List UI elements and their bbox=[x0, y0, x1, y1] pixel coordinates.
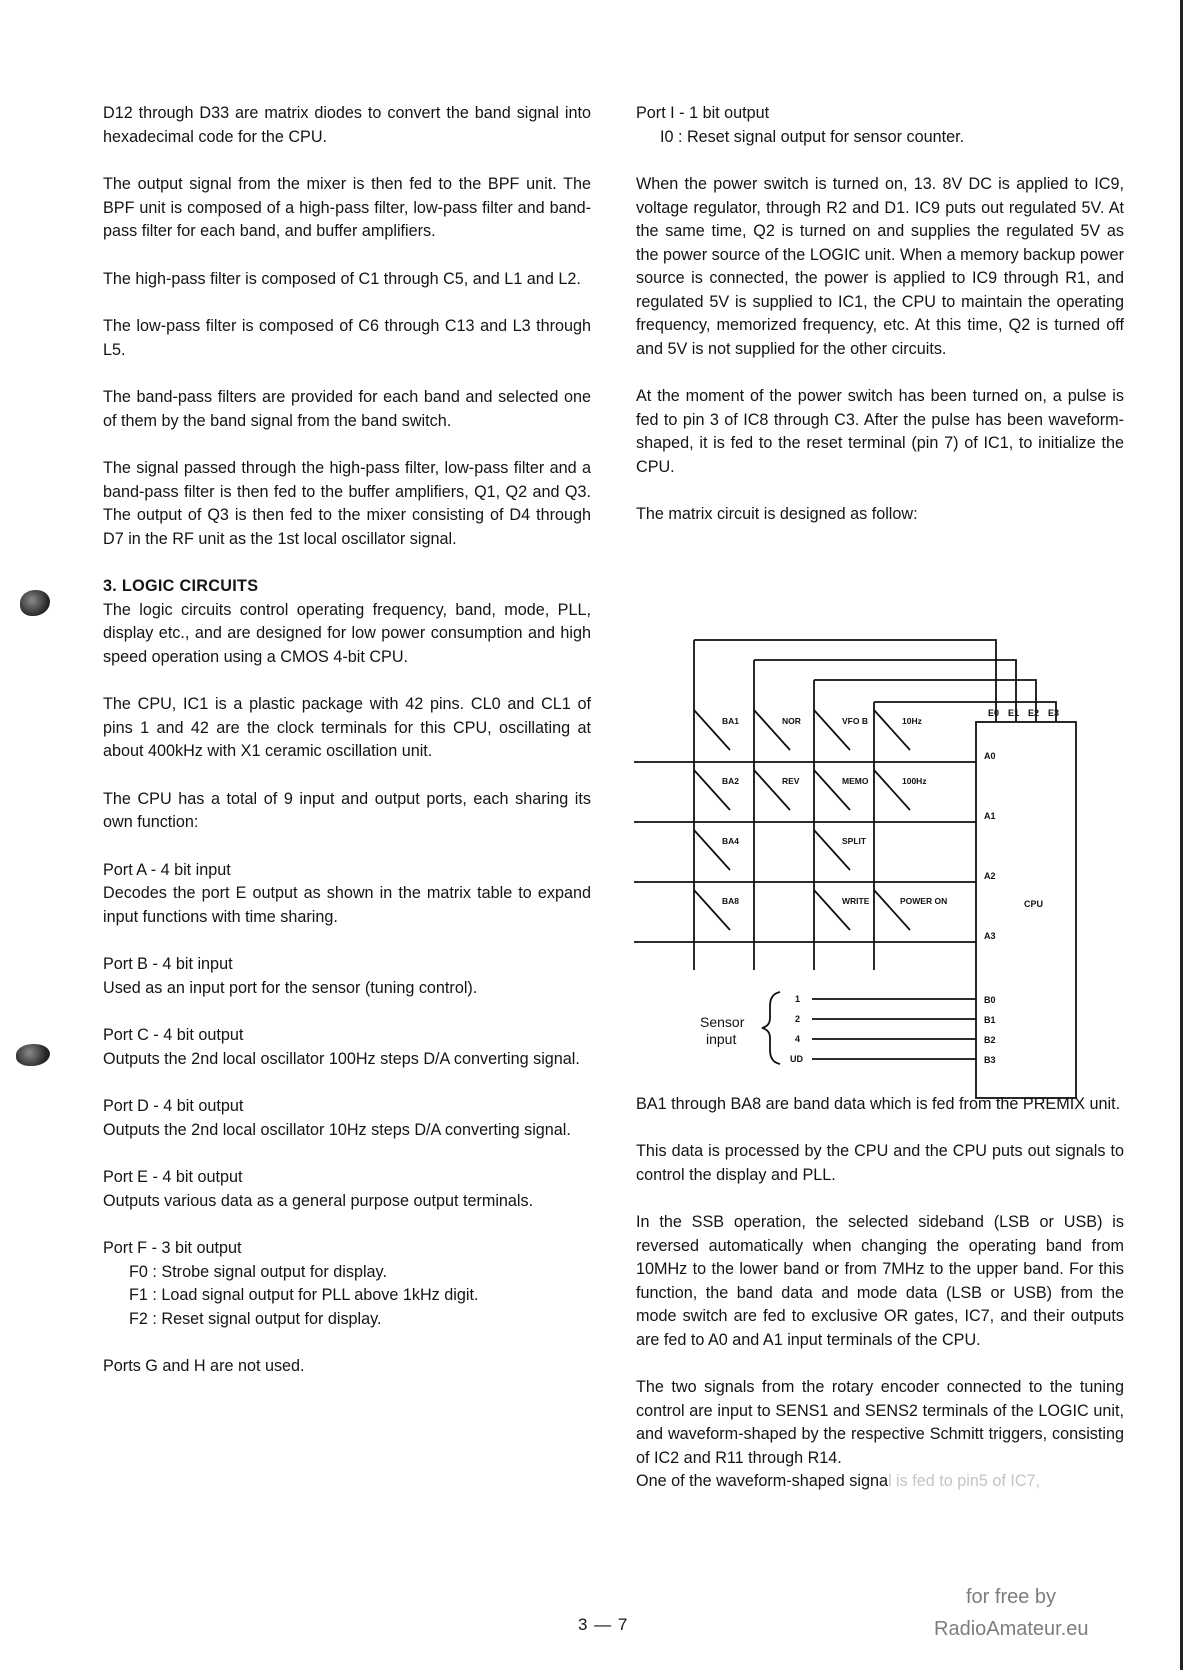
e-pin-label: E0 bbox=[988, 708, 1000, 718]
left-column bbox=[103, 102, 591, 1403]
paragraph: The CPU has a total of 9 input and output ports, each sharing its own function: bbox=[103, 789, 591, 831]
matrix-cell-label: MEMO bbox=[842, 776, 869, 786]
port-title: Port D - 4 bit output bbox=[103, 1097, 244, 1115]
port-line: F0 : Strobe signal output for display. bbox=[129, 1262, 387, 1281]
paragraph: The logic circuits control operating frequency, band, mode, PLL, display etc., and are designed for low power consumption and high speed operation using a CMOS 4-bit CPU. bbox=[103, 600, 591, 666]
paragraph: In the SSB operation, the selected sideband (LSB or USB) is reversed automatically when changing the operating band from 10MHz to the lower band or from 7MHz to the upper band. For this function, the band data and mode data (LSB or USB) from the mode switch are fed to exclusive OR gates, IC7, and their outputs are fed to A0 and A1 input terminals of the CPU. bbox=[636, 1213, 1124, 1349]
faded-text: l is fed to pin5 of IC7, bbox=[887, 1472, 1041, 1490]
matrix-cell-label: NOR bbox=[782, 716, 801, 726]
page-number: 3 — 7 bbox=[578, 1615, 629, 1634]
sensor-input-label: Sensor bbox=[700, 1014, 745, 1030]
port-title: Port C - 4 bit output bbox=[103, 1026, 244, 1044]
paragraph-text: One of the waveform-shaped signa bbox=[636, 1472, 888, 1490]
b-pin-label: B2 bbox=[984, 1035, 996, 1045]
e-pin-label: E2 bbox=[1028, 708, 1040, 718]
port-description: Outputs the 2nd local oscillator 10Hz steps D/A converting signal. bbox=[103, 1120, 571, 1139]
sensor-line-label: 4 bbox=[795, 1034, 801, 1044]
paragraph: The two signals from the rotary encoder connected to the tuning control are input to SENS1 and SENS2 terminals of the LOGIC unit, and waveform-shaped by the respective Schmitt triggers, consisting of IC2 and R11 through R14. bbox=[636, 1378, 1124, 1467]
a-pin-label: A2 bbox=[984, 871, 996, 881]
e-pin-label: E3 bbox=[1048, 708, 1060, 718]
a-pin-label: A0 bbox=[984, 751, 996, 761]
port-title: Port B - 4 bit input bbox=[103, 955, 233, 973]
scan-blot bbox=[20, 590, 50, 616]
paragraph: The signal passed through the high-pass filter, low-pass filter and a band-pass filter is then fed to the buffer amplifiers, Q1, Q2 and Q3. The output of Q3 is then fed to the mixer consisting of D4 through D7 in the RF unit as the 1st local oscillator signal. bbox=[103, 459, 591, 548]
sensor-line-label: UD bbox=[790, 1054, 803, 1064]
matrix-cell-label: VFO B bbox=[842, 716, 868, 726]
matrix-cell-label: 10Hz bbox=[902, 716, 922, 726]
cpu-label: CPU bbox=[1024, 899, 1044, 909]
paragraph: This data is processed by the CPU and the CPU puts out signals to control the display and PLL. bbox=[636, 1142, 1124, 1184]
port-title: Port F - 3 bit output bbox=[103, 1239, 242, 1257]
port-description: Outputs various data as a general purpose output terminals. bbox=[103, 1191, 534, 1210]
b-pin-label: B3 bbox=[984, 1055, 996, 1065]
port-line: F1 : Load signal output for PLL above 1kHz digit. bbox=[129, 1286, 479, 1304]
matrix-circuit-diagram bbox=[630, 630, 1090, 1110]
port-title: Port I - 1 bit output bbox=[636, 104, 770, 122]
matrix-cell-label: WRITE bbox=[842, 896, 870, 906]
a-pin-label: A1 bbox=[984, 811, 996, 821]
port-line: F2 : Reset signal output for display. bbox=[129, 1309, 382, 1328]
matrix-cell-label: BA2 bbox=[722, 776, 740, 786]
b-pin-label: B1 bbox=[984, 1015, 996, 1025]
matrix-cell-label: POWER ON bbox=[900, 896, 948, 906]
port-description: Decodes the port E output as shown in the matrix table to expand input functions with time sharing. bbox=[103, 884, 591, 926]
matrix-cell-label: BA8 bbox=[722, 896, 740, 906]
sensor-line-label: 2 bbox=[795, 1014, 801, 1024]
matrix-cell-label: SPLIT bbox=[842, 836, 867, 846]
b-pin-label: B0 bbox=[984, 995, 996, 1005]
sensor-input-label: input bbox=[706, 1031, 737, 1047]
port-line: I0 : Reset signal output for sensor counter. bbox=[660, 127, 965, 146]
scan-edge-line bbox=[1180, 0, 1183, 1670]
paragraph: When the power switch is turned on, 13. 8V DC is applied to IC9, voltage regulator, through R2 and D1. IC9 puts out regulated 5V. At the same time, Q2 is turned on and supplies the regulated 5V as the power source of the LOGIC unit. When a memory backup power source is connected, the power is applied to IC9 through R1, and regulated 5V is supplied to IC1, the CPU to maintain the operating frequency, memorized frequency, etc. At this time, Q2 is turned off and 5V is not supplied for the other circuits. bbox=[636, 175, 1124, 358]
port-title: Port E - 4 bit output bbox=[103, 1168, 243, 1186]
paragraph: At the moment of the power switch has been turned on, a pulse is fed to pin 3 of IC8 through C3. After the pulse has been waveform-shaped, it is fed to the reset terminal (pin 7) of IC1, to initialize the CPU. bbox=[636, 387, 1124, 476]
port-title: Port A - 4 bit input bbox=[103, 860, 231, 879]
paragraph: D12 through D33 are matrix diodes to convert the band signal into hexadecimal code for the CPU. bbox=[103, 104, 591, 146]
scan-blot bbox=[16, 1044, 50, 1066]
paragraph bbox=[636, 1470, 1124, 1494]
paragraph: The CPU, IC1 is a plastic package with 42 pins. CL0 and CL1 of pins 1 and 42 are the clock terminals for this CPU, oscillating at about 400kHz with X1 ceramic oscillation unit. bbox=[103, 695, 591, 760]
matrix-cell-label: REV bbox=[782, 776, 800, 786]
paragraph: The low-pass filter is composed of C6 through C13 and L3 through L5. bbox=[103, 317, 591, 359]
matrix-cell-label: BA1 bbox=[722, 716, 740, 726]
paragraph: The high-pass filter is composed of C1 through C5, and L1 and L2. bbox=[103, 269, 581, 288]
paragraph: Ports G and H are not used. bbox=[103, 1357, 305, 1375]
matrix-cell-label: 100Hz bbox=[902, 776, 927, 786]
section-heading: 3. LOGIC CIRCUITS bbox=[103, 577, 259, 595]
paragraph: The matrix circuit is designed as follow: bbox=[636, 505, 918, 523]
e-pin-label: E1 bbox=[1008, 708, 1020, 718]
sensor-line-label: 1 bbox=[795, 994, 801, 1004]
paragraph: The band-pass filters are provided for each band and selected one of them by the band signal from the band switch. bbox=[103, 388, 591, 430]
watermark-link[interactable]: RadioAmateur.eu bbox=[934, 1618, 1089, 1640]
port-description: Used as an input port for the sensor (tuning control). bbox=[103, 978, 478, 997]
paragraph: BA1 through BA8 are band data which is fed from the PREMIX unit. bbox=[636, 1094, 1121, 1113]
port-description: Outputs the 2nd local oscillator 100Hz steps D/A converting signal. bbox=[103, 1049, 580, 1068]
paragraph: The output signal from the mixer is then fed to the BPF unit. The BPF unit is composed of a high-pass filter, low-pass filter and band-pass filter for each band, and buffer amplifiers. bbox=[103, 175, 591, 240]
a-pin-label: A3 bbox=[984, 931, 996, 941]
matrix-cell-label: BA4 bbox=[722, 836, 740, 846]
watermark-line: for free by bbox=[966, 1586, 1057, 1608]
